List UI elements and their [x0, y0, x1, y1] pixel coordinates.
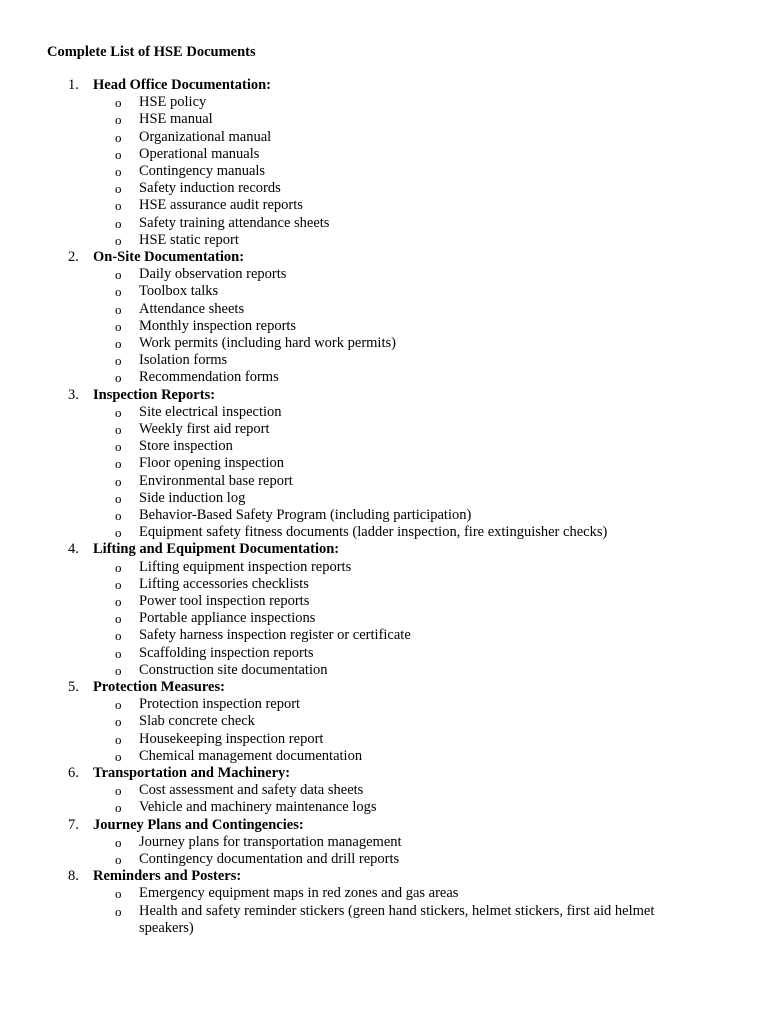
bullet-icon: o	[115, 577, 122, 592]
bullet-icon: o	[115, 646, 122, 661]
bullet-icon: o	[115, 422, 122, 437]
list-item: Behavior-Based Safety Program (including participation)	[139, 507, 472, 523]
list-item: Lifting equipment inspection reports	[139, 559, 352, 575]
bullet-icon: o	[115, 508, 122, 523]
bullet-icon: o	[115, 560, 122, 575]
list-item: Organizational manual	[139, 129, 272, 145]
bullet-icon: o	[115, 525, 122, 540]
bullet-icon: o	[115, 800, 122, 815]
section-number: 3.	[68, 387, 79, 403]
list-item: Attendance sheets	[139, 301, 245, 317]
bullet-icon: o	[115, 302, 122, 317]
list-item: Recommendation forms	[139, 369, 279, 385]
bullet-icon: o	[115, 835, 122, 850]
list-item: HSE manual	[139, 111, 213, 127]
list-item: Housekeeping inspection report	[139, 731, 324, 747]
bullet-icon: o	[115, 370, 122, 385]
bullet-icon: o	[115, 886, 122, 901]
list-item: Journey plans for transportation management	[139, 834, 402, 850]
list-item: Scaffolding inspection reports	[139, 645, 314, 661]
list-item: Daily observation reports	[139, 266, 287, 282]
section-number: 2.	[68, 249, 79, 265]
bullet-icon: o	[115, 439, 122, 454]
list-item: Protection inspection report	[139, 696, 301, 712]
section-heading: Inspection Reports:	[93, 387, 216, 403]
bullet-icon: o	[115, 594, 122, 609]
section-number: 1.	[68, 77, 79, 93]
bullet-icon: o	[115, 164, 122, 179]
list-item: Side induction log	[139, 490, 246, 506]
section-number: 6.	[68, 765, 79, 781]
section-heading: Journey Plans and Contingencies:	[93, 817, 304, 833]
list-item: Site electrical inspection	[139, 404, 282, 420]
list-item: Slab concrete check	[139, 713, 255, 729]
list-item: Equipment safety fitness documents (ladder inspection, fire extinguisher checks)	[139, 524, 608, 540]
bullet-icon: o	[115, 491, 122, 506]
list-item: Work permits (including hard work permits)	[139, 335, 396, 351]
bullet-icon: o	[115, 663, 122, 678]
list-item: Vehicle and machinery maintenance logs	[139, 799, 377, 815]
section-number: 4.	[68, 541, 79, 557]
bullet-icon: o	[115, 147, 122, 162]
section-heading: Head Office Documentation:	[93, 77, 271, 93]
bullet-icon: o	[115, 783, 122, 798]
list-item: Operational manuals	[139, 146, 260, 162]
list-item: Store inspection	[139, 438, 233, 454]
list-item: Portable appliance inspections	[139, 610, 316, 626]
bullet-icon: o	[115, 697, 122, 712]
list-item: Safety training attendance sheets	[139, 215, 330, 231]
bullet-icon: o	[115, 233, 122, 248]
list-item: Weekly first aid report	[139, 421, 270, 437]
list-item: Contingency documentation and drill reports	[139, 851, 400, 867]
section-heading: Transportation and Machinery:	[93, 765, 291, 781]
bullet-icon: o	[115, 714, 122, 729]
bullet-icon: o	[115, 267, 122, 282]
section-heading: Lifting and Equipment Documentation:	[93, 541, 340, 557]
bullet-icon: o	[115, 456, 122, 471]
list-item: HSE static report	[139, 232, 239, 248]
bullet-icon: o	[115, 474, 122, 489]
bullet-icon: o	[115, 611, 122, 626]
list-item: Monthly inspection reports	[139, 318, 297, 334]
list-item: Power tool inspection reports	[139, 593, 310, 609]
bullet-icon: o	[115, 336, 122, 351]
list-item: Isolation forms	[139, 352, 228, 368]
bullet-icon: o	[115, 904, 122, 919]
section-number: 8.	[68, 868, 79, 884]
bullet-icon: o	[115, 749, 122, 764]
list-item: Toolbox talks	[139, 283, 219, 299]
bullet-icon: o	[115, 628, 122, 643]
list-item: Lifting accessories checklists	[139, 576, 309, 592]
section-heading: On-Site Documentation:	[93, 249, 245, 265]
bullet-icon: o	[115, 732, 122, 747]
bullet-icon: o	[115, 181, 122, 196]
bullet-icon: o	[115, 216, 122, 231]
list-item: Cost assessment and safety data sheets	[139, 782, 364, 798]
list-item: Environmental base report	[139, 473, 293, 489]
section-heading: Protection Measures:	[93, 679, 225, 695]
bullet-icon: o	[115, 95, 122, 110]
bullet-icon: o	[115, 130, 122, 145]
bullet-icon: o	[115, 319, 122, 334]
bullet-icon: o	[115, 852, 122, 867]
list-item: Floor opening inspection	[139, 455, 284, 471]
list-item: Emergency equipment maps in red zones and gas areas	[139, 885, 459, 901]
document-title: Complete List of HSE Documents	[47, 44, 256, 60]
list-item: HSE policy	[139, 94, 207, 110]
bullet-icon: o	[115, 405, 122, 420]
list-item: Safety harness inspection register or certificate	[139, 627, 411, 643]
list-item: HSE assurance audit reports	[139, 197, 303, 213]
bullet-icon: o	[115, 112, 122, 127]
section-number: 7.	[68, 817, 79, 833]
list-item: Health and safety reminder stickers (green hand stickers, helmet stickers, first aid helmet speakers)	[139, 903, 655, 936]
bullet-icon: o	[115, 284, 122, 299]
section-number: 5.	[68, 679, 79, 695]
section-heading: Reminders and Posters:	[93, 868, 242, 884]
list-item: Contingency manuals	[139, 163, 266, 179]
list-item: Construction site documentation	[139, 662, 328, 678]
bullet-icon: o	[115, 353, 122, 368]
bullet-icon: o	[115, 198, 122, 213]
list-item: Safety induction records	[139, 180, 281, 196]
list-item: Chemical management documentation	[139, 748, 363, 764]
